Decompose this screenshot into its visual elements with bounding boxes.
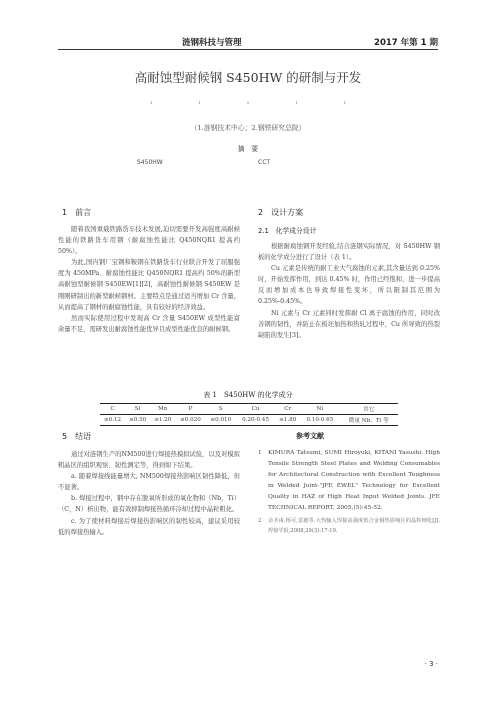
paragraph: a. 随着焊接线能量增大, NM500焊接热影响区韧性降低，但不显著。 bbox=[58, 473, 240, 492]
paper-title: 高耐蚀型耐候钢 S450HW 的研制与开发 bbox=[134, 70, 362, 85]
section-heading-introduction: 1 前言 bbox=[62, 208, 92, 217]
section-conclusion-body bbox=[58, 449, 240, 538]
reference-item bbox=[258, 516, 440, 536]
references-heading: 参考文献 bbox=[296, 431, 324, 440]
table-header-cell: Mn bbox=[150, 404, 175, 415]
reference-text: KIMURA Tatsumi, SUMI Hiroyuki, KITANI Yasushi. High Tensile Strength Steel Plates and Welding Consumables for Architectural Construction with Excellent Toughness in Welded Joint-"JFE EWEL" Technology for Excellent Quality in HAZ of High Heat Input Welded Joints. JFE TECHNICAL REPORT, 2005,(5):45-52. bbox=[268, 450, 440, 512]
table-cell: 微量 Nb、Ti 等 bbox=[340, 415, 399, 426]
paragraph: 为此,国内钢厂宝钢和鞍钢在铁路货车行业联合开发了屈服强度为 450MPa、耐腐蚀性能比 Q450NQR1 提高约 50%的新型高耐蚀型耐候钢 S450EW[1][2]，高耐蚀性耐候钢 S450EW 是刚刚研制出的新型耐候钢材。主要特点是通过适当增加 Cr 含量，从而提高了钢材的耐腐蚀性能，具有较好的经济效益。 bbox=[58, 259, 240, 311]
paragraph: 然而实际使用过程中发现高 Cr 含量 S450EW 成型性能富余量不足，需研发出耐腐蚀性能优异且成型性能优良的耐候钢。 bbox=[58, 314, 240, 333]
subsection-heading-composition: 2.1 化学成分设计 bbox=[258, 227, 317, 235]
table-cell: ≤0.020 bbox=[175, 415, 205, 426]
paragraph: 根据耐腐蚀钢开发经验,结合涟钢实际情况，对 S450HW 钢板的化学成分进行了设计（表 1）。 bbox=[258, 243, 440, 262]
paragraph: 通过对涟钢生产的NM500进行焊接热模拟试验，以及对模拟粗晶区的组织观察、韧性测定等，得到如下结果。 bbox=[58, 451, 240, 470]
running-header-journal: 涟钢科技与管理 bbox=[182, 38, 242, 48]
composition-table bbox=[100, 403, 398, 426]
paragraph: b. 焊接过程中，钢中存在脱氧所形成的氧化物和（Nb，Ti）（C，N）析出物，能有效抑制焊接热循环冷却过程中晶粒粗化。 bbox=[58, 495, 240, 514]
author-mark: 1 bbox=[198, 100, 201, 105]
table-header-row bbox=[100, 404, 398, 415]
table-row bbox=[100, 415, 398, 426]
table-cell: ≤0.010 bbox=[206, 415, 236, 426]
author-mark: 1 bbox=[295, 100, 298, 105]
reference-list bbox=[258, 448, 440, 536]
table-header-cell: Ni bbox=[300, 404, 339, 415]
table-caption: 表 1 S450HW 的化学成分 bbox=[203, 391, 293, 399]
paragraph: Ni 元素与 Cr 元素同时发挥耐 Cl 离子腐蚀的作用，同时改善钢的韧性，并防止在板坯加热和热轧过程中，Cu 所导致的热裂缺陷的发生[3]。 bbox=[258, 309, 440, 339]
section-heading-design: 2 设计方案 bbox=[258, 208, 304, 217]
reference-text: 余圣甫,杨可,雷毅等.大热输入焊接高强度低合金钢热影响区的晶粒细化[J].焊接学报,2008,29(3):17-19. bbox=[268, 517, 440, 534]
author-mark: 2 bbox=[246, 100, 250, 105]
table-header-cell: Cu bbox=[236, 404, 275, 415]
paragraph: c. 为了使材料焊接后焊接热影响区的韧性较高，建议采用较低的焊接热输入。 bbox=[58, 517, 240, 536]
table-header-cell: Cr bbox=[275, 404, 300, 415]
running-header-issue: 2017 年第 1 期 bbox=[374, 38, 438, 48]
table-cell: 0.10-0.65 bbox=[300, 415, 339, 426]
reference-number: 2 bbox=[258, 517, 262, 524]
table-header-cell: 其它 bbox=[340, 404, 399, 415]
author-mark: 1 bbox=[343, 100, 346, 105]
reference-number: 1 bbox=[258, 450, 262, 456]
paragraph: Cu 元素是传统的耐工业大气腐蚀的元素,其含量达到 0.25%时，开始发挥作用，到达 0.45% 时，作用已经饱和，进一步提高反而增加成本也导致焊接性变坏，所以限制其范围为 0.25%-0.45%。 bbox=[258, 265, 440, 306]
table-cell: 0.20-0.45 bbox=[236, 415, 275, 426]
affiliation: （1.涟钢技术中心；2.钢铁研究总院） bbox=[190, 124, 306, 132]
abstract-heading: 摘 要 bbox=[237, 145, 259, 153]
table-cell: ≤0.50 bbox=[125, 415, 150, 426]
section-design-body bbox=[258, 241, 440, 341]
header-rule bbox=[58, 49, 438, 50]
table-cell: ≤1.20 bbox=[150, 415, 175, 426]
table-cell: ≤0.12 bbox=[100, 415, 125, 426]
reference-item bbox=[258, 448, 440, 515]
table-header-cell: P bbox=[175, 404, 205, 415]
section-introduction-body bbox=[58, 224, 240, 335]
author-mark: 1 bbox=[150, 100, 153, 105]
table-cell: ≤1.80 bbox=[275, 415, 300, 426]
keyword-left: S450HW bbox=[137, 159, 163, 166]
author-marks bbox=[150, 100, 346, 105]
page-number: · 3 · bbox=[424, 660, 438, 668]
table-header-cell: S bbox=[206, 404, 236, 415]
paragraph: 随着我国重载铁路货车技术发展,迫切需要开发高强度高耐候性能的铁路货车用钢（耐腐蚀性能比 Q450NQR1 提高约 50%）。 bbox=[58, 226, 240, 256]
table-header-cell: C bbox=[100, 404, 125, 415]
section-heading-conclusion: 5 结语 bbox=[62, 432, 92, 441]
keyword-right: CCT bbox=[258, 159, 271, 166]
table-header-cell: Si bbox=[125, 404, 150, 415]
